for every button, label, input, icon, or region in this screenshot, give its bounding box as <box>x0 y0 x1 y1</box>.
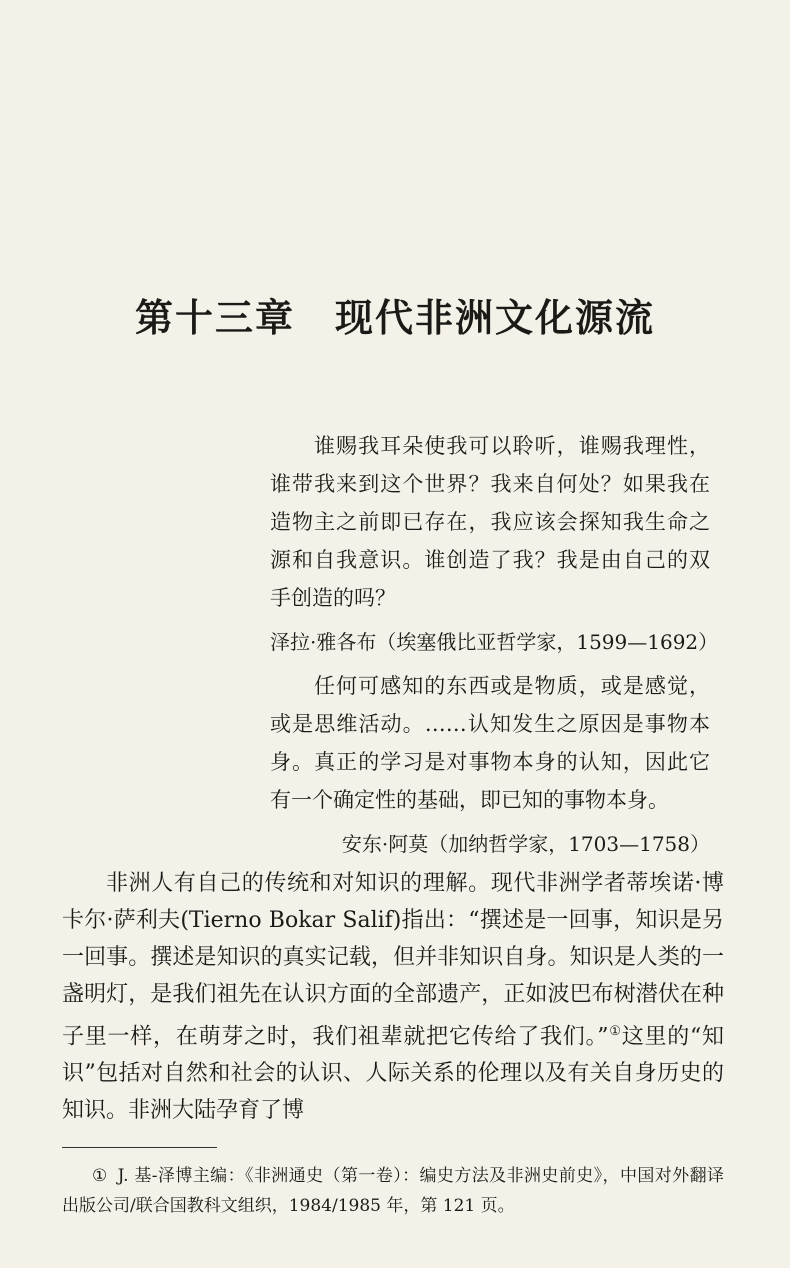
footnote <box>62 1161 724 1221</box>
epigraph-2-text: 任何可感知的东西或是物质，或是感觉，或是思维活动。……认知发生之原因是事物本身。真正的学习是对事物本身的认知，因此它有一个确定性的基础，即已知的事物本身。 <box>270 674 710 812</box>
body-paragraph <box>62 865 724 1129</box>
epigraph-1-text: 谁赐我耳朵使我可以聆听，谁赐我理性，谁带我来到这个世界？我来自何处？如果我在造物主之前即已存在，我应该会探知我生命之源和自我意识。谁创造了我？我是由自己的双手创造的吗？ <box>270 434 710 610</box>
epigraph-2-attribution: 安东·阿莫（加纳哲学家，1703—1758） <box>341 832 710 856</box>
footnote-text: J. 基-泽博主编：《非洲通史（第一卷）：编史方法及非洲史前史》，中国对外翻译出版公司/联合国教科文组织，1984/1985 年，第 121 页。 <box>62 1166 724 1216</box>
chapter-number: 第十三章 <box>134 296 295 341</box>
paragraph-start: 非洲人有自己的传统和对知识的理解。现代非洲学者蒂埃诺·博卡尔·萨利夫(Tierno Bokar Salif)指出：“撰述是一回事，知识是另一回事。撰述是知识的真实记载，但并非知识自身。知识是人类的一盏明灯，是我们祖先在认识方面的全部遗产，正如波巴布树潜伏在种子里一样，在萌芽之时，我们祖辈就把它传给了我们。” <box>62 871 724 1050</box>
chapter-heading <box>0 287 790 342</box>
footnote-mark: ① <box>92 1166 108 1186</box>
epigraph-1 <box>270 427 719 661</box>
epigraph-2 <box>270 667 710 863</box>
chapter-title: 现代非洲文化源流 <box>335 296 656 341</box>
epigraph-1-attribution: 泽拉·雅各布（埃塞俄比亚哲学家，1599—1692） <box>270 630 719 654</box>
footnote-divider <box>62 1147 217 1148</box>
paragraph-end: 这里的“知识”包括对自然和社会的认识、人际关系的伦理以及有关自身历史的知识。非洲大陆孕育了博 <box>62 1024 725 1124</box>
footnote-reference[interactable]: ① <box>608 1024 622 1039</box>
paragraph <box>62 865 724 1129</box>
